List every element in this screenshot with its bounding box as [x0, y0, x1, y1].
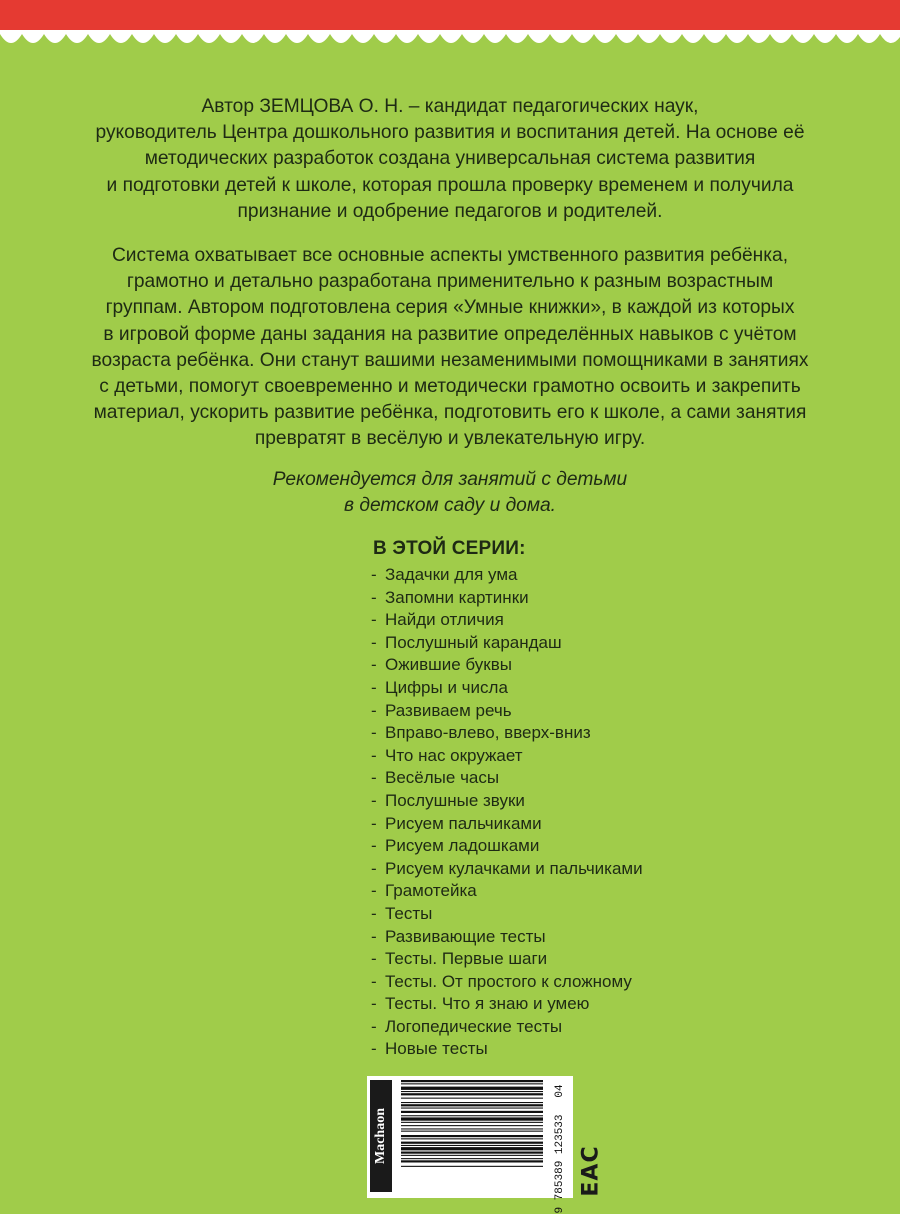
barcode-bar: [401, 1083, 543, 1084]
series-item: [371, 1016, 643, 1039]
barcode-bar: [401, 1091, 543, 1092]
series-item: [371, 722, 643, 745]
barcode-bar: [401, 1158, 543, 1159]
series-item-label: Запомни картинки: [385, 587, 529, 607]
eac-mark-icon: [578, 1145, 604, 1197]
system-line: материал, ускорить развитие ребёнка, подготовить его к школе, а сами занятия: [93, 402, 807, 424]
bullet-dash: -: [371, 994, 377, 1014]
bio-line: Автор ЗЕМЦОВА О. Н. – кандидат педагогических наук,: [201, 96, 699, 117]
series-item: [371, 564, 643, 587]
bullet-dash: -: [371, 677, 377, 697]
barcode-bar: [401, 1115, 543, 1116]
series-item-label: Ожившие буквы: [385, 655, 512, 675]
bullet-dash: -: [371, 700, 377, 720]
series-item: [371, 790, 643, 813]
system-description-paragraph: [40, 243, 860, 453]
series-item: [371, 880, 643, 903]
series-item: [371, 903, 643, 926]
system-line: группам. Автором подготовлена серия «Умные книжки», в каждой из которых: [105, 297, 795, 319]
series-item-label: Новые тесты: [385, 1039, 488, 1059]
series-item-label: Цифры и числа: [385, 677, 508, 697]
barcode-bar: [401, 1128, 543, 1129]
barcode-bar: [401, 1087, 543, 1090]
barcode-bar: [401, 1166, 543, 1167]
barcode-number: [551, 1114, 569, 1214]
series-item: [371, 858, 643, 881]
bullet-dash: -: [371, 903, 377, 923]
series-item-label: Тесты. От простого к сложному: [385, 971, 632, 991]
series-item-label: Рисуем ладошками: [385, 836, 540, 856]
bullet-dash: -: [371, 745, 377, 765]
series-item: [371, 948, 643, 971]
recommendation-line: Рекомендуется для занятий с детьми: [272, 469, 628, 490]
barcode-bar: [401, 1104, 543, 1106]
bio-line: методических разработок создана универсальная система развития: [144, 148, 756, 170]
series-item: [371, 767, 643, 790]
series-item-label: Тесты. Первые шаги: [385, 949, 548, 969]
barcode-bar: [401, 1155, 543, 1156]
bullet-dash: -: [371, 723, 377, 743]
publisher-name: Machaon: [373, 1108, 388, 1164]
series-item: [371, 1038, 643, 1061]
barcode-bar: [401, 1093, 543, 1095]
top-decorative-band: [0, 0, 900, 60]
series-item-label: Что нас окружает: [385, 745, 523, 765]
barcode-addon-text: 04: [554, 1084, 566, 1098]
series-heading: В ЭТОЙ СЕРИИ:: [373, 538, 526, 559]
series-item-label: Послушные звуки: [385, 790, 525, 810]
barcode-bar: [401, 1098, 543, 1099]
series-item: [371, 587, 643, 610]
bullet-dash: -: [371, 565, 377, 584]
scalloped-border: [0, 0, 900, 60]
bullet-dash: -: [371, 632, 377, 652]
bullet-dash: -: [371, 587, 377, 607]
bullet-dash: -: [371, 813, 377, 833]
recommendation-line: в детском саду и дома.: [344, 495, 556, 516]
series-item: [371, 700, 643, 723]
system-line: с детьми, помогут своевременно и методически грамотно освоить и закрепить: [99, 376, 801, 398]
barcode-bar: [401, 1080, 543, 1082]
series-item-label: Послушный карандаш: [385, 632, 562, 652]
series-item-label: Тесты. Что я знаю и умею: [385, 994, 590, 1014]
system-line: превратят в весёлую и увлекательную игру.: [254, 428, 646, 450]
system-line: Система охватывает все основные аспекты умственного развития ребёнка,: [111, 245, 789, 266]
barcode-bar: [401, 1125, 543, 1126]
barcode-bar: [401, 1135, 543, 1137]
system-line: возраста ребёнка. Они станут вашими незаменимыми помощниками в занятиях: [91, 349, 809, 371]
bio-line: руководитель Центра дошкольного развития и воспитания детей. На основе её: [95, 122, 805, 144]
bullet-dash: -: [371, 926, 377, 946]
series-item: [371, 677, 643, 700]
bullet-dash: -: [371, 655, 377, 675]
series-item-label: Развиваем речь: [385, 700, 512, 720]
bullet-dash: -: [371, 836, 377, 856]
bullet-dash: -: [371, 768, 377, 788]
barcode-bar: [401, 1152, 543, 1154]
bullet-dash: -: [371, 971, 377, 991]
series-list: [371, 564, 643, 1061]
barcode-bar: [401, 1147, 543, 1150]
barcode-addon: [551, 1080, 569, 1102]
system-line: грамотно и детально разработана применительно к разным возрастным: [126, 271, 774, 293]
series-item-label: Рисуем кулачками и пальчиками: [385, 858, 643, 878]
publisher-logo: [370, 1080, 392, 1192]
barcode-bar: [401, 1117, 543, 1120]
series-item: [371, 745, 643, 768]
barcode-bar: [401, 1145, 543, 1146]
series-item: [371, 971, 643, 994]
system-line: в игровой форме даны задания на развитие определённых навыков с учётом: [103, 323, 797, 345]
series-item: [371, 632, 643, 655]
series-item-label: Найди отличия: [385, 610, 504, 630]
series-item-label: Грамотейка: [385, 881, 477, 901]
author-bio-paragraph: [40, 94, 860, 225]
barcode-bar: [401, 1102, 543, 1103]
bullet-dash: -: [371, 790, 377, 810]
bio-line: признание и одобрение педагогов и родителей.: [237, 200, 663, 222]
bullet-dash: -: [371, 881, 377, 901]
barcode-bar: [401, 1122, 543, 1123]
series-item-label: Развивающие тесты: [385, 926, 546, 946]
series-item-label: Логопедические тесты: [385, 1016, 563, 1036]
bullet-dash: -: [371, 858, 377, 878]
barcode-block: [367, 1076, 573, 1214]
bullet-dash: -: [371, 1039, 377, 1059]
series-item-label: Тесты: [385, 903, 433, 923]
bullet-dash: -: [371, 610, 377, 630]
series-item-label: Вправо-влево, вверх-вниз: [385, 723, 591, 743]
series-item: [371, 609, 643, 632]
barcode-number-text: 9 785389 123533: [554, 1114, 566, 1214]
barcode-bar: [401, 1142, 543, 1144]
barcode-bar: [401, 1111, 543, 1113]
series-item: [371, 835, 643, 858]
series-item: [371, 926, 643, 949]
series-item-label: Задачки для ума: [385, 565, 518, 584]
eac-mark-text: EAC: [578, 1145, 604, 1197]
barcode-bar: [401, 1108, 543, 1109]
bio-line: и подготовки детей к школе, которая прошла проверку временем и получила: [106, 174, 794, 196]
bullet-dash: -: [371, 1016, 377, 1036]
barcode-icon: [397, 1078, 547, 1196]
barcode-bar: [401, 1131, 543, 1132]
barcode-bar: [401, 1160, 543, 1162]
series-item: [371, 993, 643, 1016]
series-item: [371, 813, 643, 836]
barcode-bar: [401, 1138, 543, 1139]
recommendation-note: [40, 467, 860, 519]
bullet-dash: -: [371, 949, 377, 969]
series-item-label: Рисуем пальчиками: [385, 813, 542, 833]
series-item-label: Весёлые часы: [385, 768, 500, 788]
series-item: [371, 654, 643, 677]
